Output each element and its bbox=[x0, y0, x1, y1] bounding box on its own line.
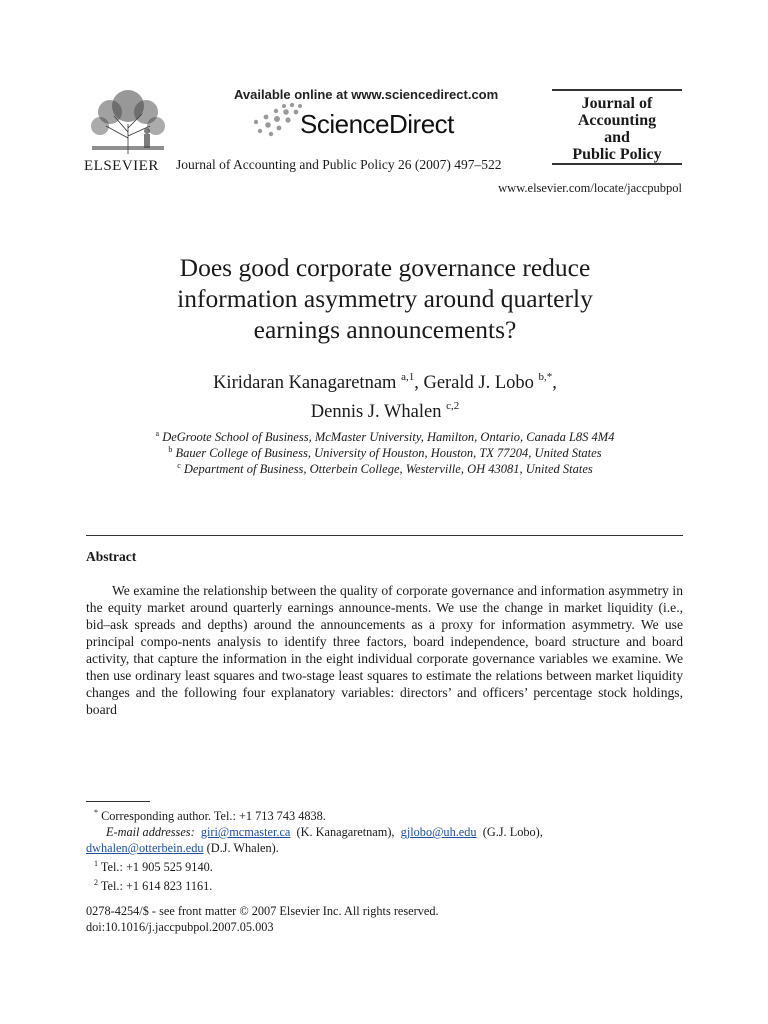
email-label: E-mail addresses: bbox=[106, 825, 195, 839]
affiliation-c bbox=[80, 461, 690, 477]
author-name: Dennis J. Whalen bbox=[310, 402, 442, 422]
affiliation-mark: c bbox=[177, 461, 181, 470]
sciencedirect-wordmark: ScienceDirect bbox=[300, 109, 454, 139]
author-affiliation-mark: b,* bbox=[538, 371, 553, 383]
abstract-body bbox=[86, 582, 683, 718]
affiliation-text: DeGroote School of Business, McMaster University, Hamilton, Ontario, Canada L8S 4M4 bbox=[162, 430, 615, 444]
available-online-text: Available online at www.sciencedirect.com bbox=[234, 87, 499, 102]
sciencedirect-dots-icon bbox=[246, 100, 306, 140]
footnote-emails-cont bbox=[86, 840, 683, 856]
author-separator: , bbox=[414, 373, 424, 393]
copyright-block bbox=[86, 903, 439, 935]
footnote-mark: 1 bbox=[94, 859, 98, 868]
journal-citation: Journal of Accounting and Public Policy 26 (2007) 497–522 bbox=[176, 157, 502, 172]
author-name: Gerald J. Lobo bbox=[423, 373, 534, 393]
footnote-mark: * bbox=[94, 808, 98, 817]
footnote-emails bbox=[86, 824, 683, 840]
footnote-divider bbox=[86, 801, 150, 802]
publisher-name: ELSEVIER bbox=[84, 158, 159, 174]
abstract-heading: Abstract bbox=[86, 549, 137, 564]
section-divider bbox=[86, 535, 683, 536]
affiliation-text: Bauer College of Business, University of Houston, Houston, TX 77204, United States bbox=[175, 446, 602, 460]
doi[interactable]: doi:10.1016/j.jaccpubpol.2007.05.003 bbox=[86, 920, 274, 934]
affiliation-mark: b bbox=[168, 445, 173, 454]
footnote-text: Tel.: +1 614 823 1161. bbox=[100, 879, 213, 893]
issn-copyright: 0278-4254/$ - see front matter © 2007 Elsevier Inc. All rights reserved. bbox=[86, 904, 439, 918]
elsevier-tree-logo bbox=[84, 86, 172, 156]
abstract-paragraph: We examine the relationship between the quality of corporate governance and information asymmetry in the equity market around quarterly earnings announce-ments. We use the change in market liquidity (i.e., bid–ask spreads and depths) around the announcements as a proxy for information asymmetry. We use principal compo-nents analysis to identify three factors, board independence, board structure and board activity, that capture the information in the eight individual corporate governance variables we examine. We then use ordinary least squares and two-stage least squares to estimate the relations between market liquidity changes and the following four explanatory variables: directors’ and officers’ percentage stock holdings, board bbox=[86, 583, 683, 717]
article-title: Does good corporate governance reduce information asymmetry around quarterly earnings announcements? bbox=[177, 253, 593, 344]
author-affiliation-mark: c,2 bbox=[446, 400, 460, 412]
affiliation-a bbox=[80, 429, 690, 445]
author-affiliation-mark: a,1 bbox=[401, 371, 415, 383]
email-link[interactable]: gjlobo@uh.edu bbox=[400, 825, 477, 839]
footnote-text: Corresponding author. Tel.: +1 713 743 4838. bbox=[101, 809, 326, 823]
affiliation-b bbox=[80, 445, 690, 461]
affiliation-text: Department of Business, Otterbein College, Westerville, OH 43081, United States bbox=[183, 462, 593, 476]
author-separator: , bbox=[552, 373, 557, 393]
footnote-corresponding bbox=[86, 805, 683, 824]
journal-url[interactable]: www.elsevier.com/locate/jaccpubpol bbox=[498, 181, 682, 195]
email-owner: (K. Kanagaretnam), bbox=[296, 825, 395, 839]
footnote-2 bbox=[86, 875, 683, 894]
affiliation-mark: a bbox=[155, 429, 160, 438]
journal-title-box bbox=[552, 89, 682, 165]
email-link[interactable]: dwhalen@otterbein.edu bbox=[86, 841, 204, 855]
footnotes bbox=[86, 805, 683, 894]
author-list bbox=[80, 366, 690, 424]
email-owner: (D.J. Whalen). bbox=[206, 841, 279, 855]
footnote-1 bbox=[86, 856, 683, 875]
email-owner: (G.J. Lobo), bbox=[482, 825, 543, 839]
footnote-mark: 2 bbox=[94, 878, 98, 887]
author-name: Kiridaran Kanagaretnam bbox=[213, 373, 397, 393]
journal-title-box-text: Journal of Accounting and Public Policy bbox=[572, 95, 662, 163]
email-link[interactable]: giri@mcmaster.ca bbox=[200, 825, 291, 839]
footnote-text: Tel.: +1 905 525 9140. bbox=[100, 860, 213, 874]
